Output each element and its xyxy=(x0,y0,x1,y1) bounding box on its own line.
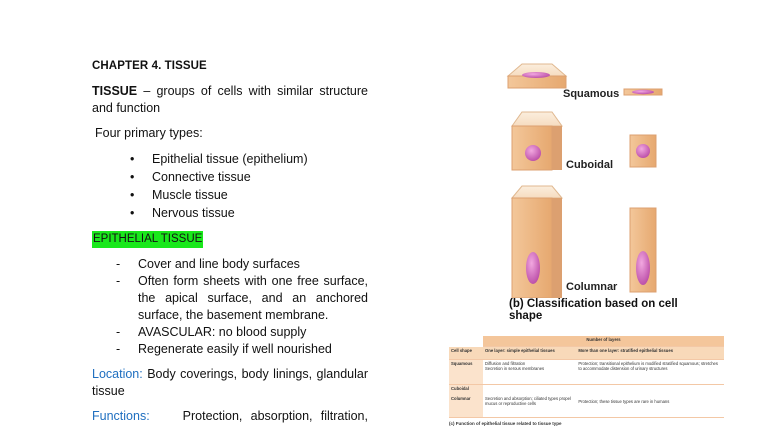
list-item-text: Often form sheets with one free surface, the apical surface, and an anchored surface, the basement membrane. xyxy=(138,274,368,322)
chapter-title: CHAPTER 4. TISSUE xyxy=(92,60,207,72)
features-list xyxy=(92,256,368,358)
list-item xyxy=(92,324,368,341)
tissue-definition xyxy=(92,83,368,117)
section-heading: EPITHELIAL TISSUE xyxy=(92,231,203,248)
cuboidal-cell-flat xyxy=(630,135,656,167)
table-col-header: More than one layer: stratified epithelial tissues xyxy=(576,347,724,360)
text-column xyxy=(92,58,368,425)
list-item xyxy=(92,186,368,204)
list-item xyxy=(92,256,368,273)
columnar-label: Columnar xyxy=(566,281,618,293)
table-cell: Secretion and absorption; ciliated types propel mucus or reproductive cells xyxy=(483,385,576,418)
table-caption: (c) Function of epithelial tissue related to tissue type xyxy=(449,421,562,426)
bullet-icon: • xyxy=(130,170,135,184)
table-cell: Protection; transitional epithelium is modified stratified squamous; stretches to accommodate distension of urinary structures xyxy=(576,360,724,385)
list-item-text: Regenerate easily if well nourished xyxy=(138,342,332,356)
table-cell: Protection; these tissue types are rare in humans xyxy=(576,385,724,418)
list-item-text: Cover and line body surfaces xyxy=(138,257,300,271)
bullet-icon: • xyxy=(130,188,135,202)
dash-icon: - xyxy=(116,257,121,271)
list-item xyxy=(92,341,368,358)
functions-text: Protection, absorption, filtration, xyxy=(182,409,368,423)
list-item xyxy=(92,273,368,324)
columnar-cell-flat xyxy=(630,208,656,292)
list-item xyxy=(92,204,368,222)
functions-label: Functions: xyxy=(92,409,150,423)
list-item-text: Connective tissue xyxy=(152,170,251,184)
table-col-header: One layer: simple epithelial tissues xyxy=(483,347,576,360)
dash-icon: - xyxy=(116,325,121,339)
tissue-term: TISSUE xyxy=(92,84,138,98)
list-item-text: Muscle tissue xyxy=(152,188,228,202)
table-col-header: Cell shape xyxy=(449,347,483,360)
table-top-header: Number of layers xyxy=(483,336,724,347)
cuboidal-cell-3d xyxy=(512,112,562,170)
figure-caption: (b) Classification based on cell shape xyxy=(509,298,678,322)
squamous-cell-3d xyxy=(508,64,566,88)
location-label: Location: xyxy=(92,367,143,381)
dash-icon: - xyxy=(116,274,121,288)
list-item xyxy=(92,150,368,168)
table-cell: Diffusion and filtration Secretion in serous membranes xyxy=(483,360,576,385)
cell-shape-figure xyxy=(500,58,680,328)
columnar-cell-3d xyxy=(512,186,562,298)
bullet-icon: • xyxy=(130,152,135,166)
table-row-header: Cuboidal Columnar xyxy=(449,385,483,418)
function-table xyxy=(449,336,724,418)
dash-icon: - xyxy=(116,342,121,356)
location-text: Body coverings, body linings, glandular tissue xyxy=(92,367,368,398)
functions-paragraph xyxy=(92,408,368,425)
list-item-text: AVASCULAR: no blood supply xyxy=(138,325,307,339)
list-item-text: Nervous tissue xyxy=(152,206,235,220)
location-paragraph xyxy=(92,366,368,400)
table-row xyxy=(449,360,724,385)
cuboidal-label: Cuboidal xyxy=(566,159,614,171)
table-row xyxy=(449,385,724,418)
squamous-label: Squamous xyxy=(563,88,620,100)
list-item xyxy=(92,168,368,186)
tissue-types-list xyxy=(92,150,368,222)
bullet-icon: • xyxy=(130,206,135,220)
types-intro: Four primary types: xyxy=(95,126,203,140)
list-item-text: Epithelial tissue (epithelium) xyxy=(152,152,308,166)
epithelium-function-table xyxy=(449,336,724,426)
table-row-header: Squamous xyxy=(449,360,483,385)
squamous-cell-flat xyxy=(624,89,662,95)
tissue-definition-text: – groups of cells with similar structure and function xyxy=(92,84,368,115)
